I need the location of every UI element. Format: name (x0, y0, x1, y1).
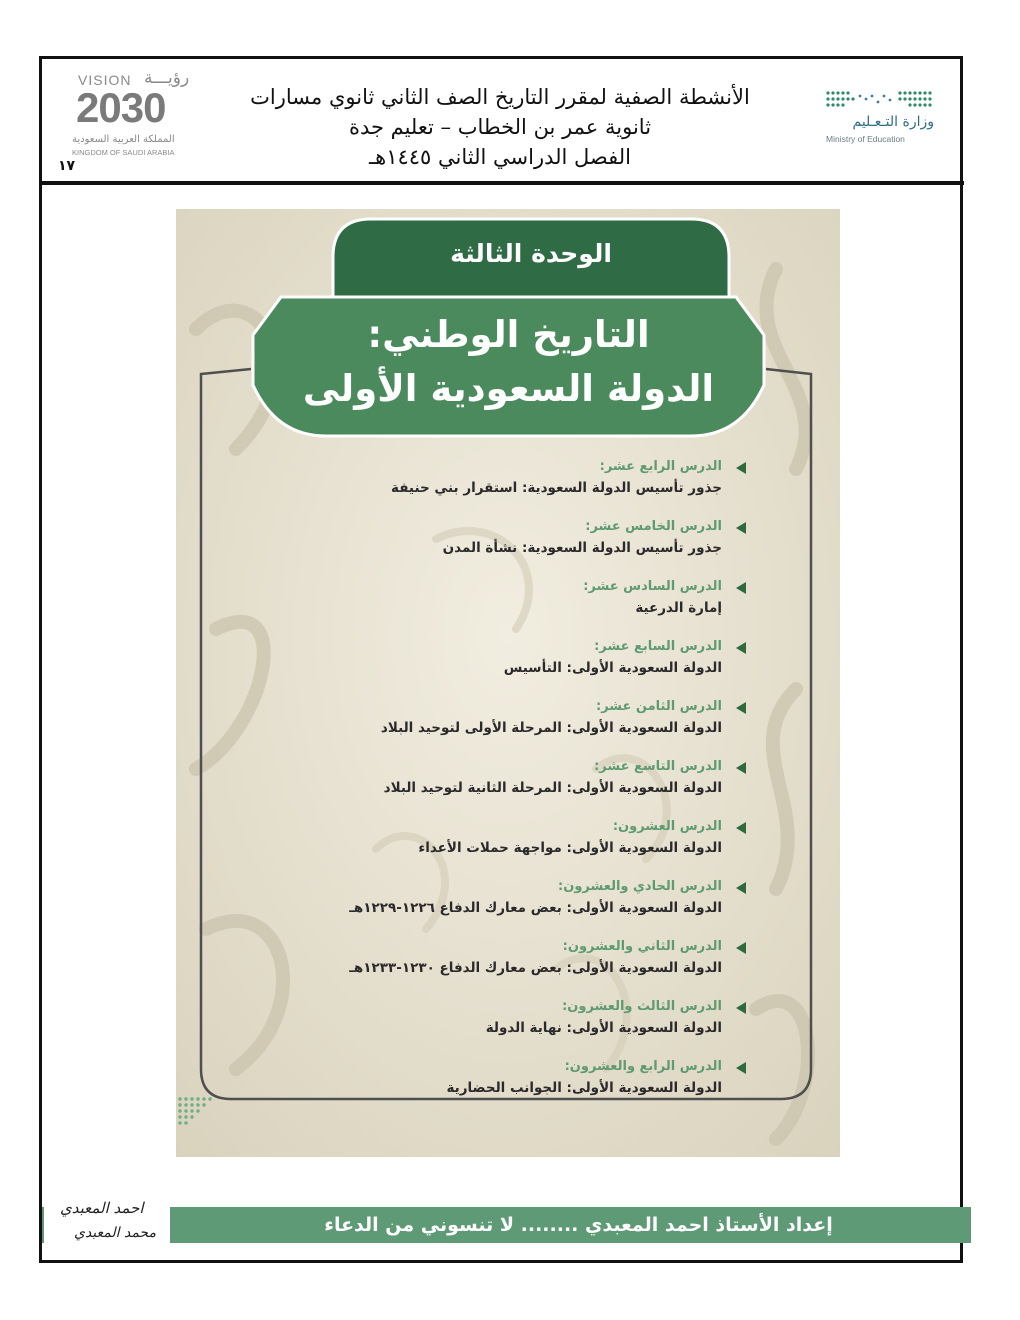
lesson-title: الدرس الثاني والعشرون: (562, 939, 722, 954)
lesson-subtitle: الدولة السعودية الأولى: بعض معارك الدفاع ١٢٣٠-١٢٣٣هـ (349, 960, 722, 976)
header-line-2: ثانوية عمر بن الخطاب – تعليم جدة (348, 115, 652, 139)
lesson-subtitle: الدولة السعودية الأولى: نهاية الدولة (485, 1020, 722, 1036)
play-arrow-icon (736, 762, 746, 774)
lesson-subtitle: الدولة السعودية الأولى: بعض معارك الدفاع ١٢٢٦-١٢٢٩هـ (349, 900, 722, 916)
lesson-title: الدرس التاسع عشر: (594, 759, 722, 774)
play-arrow-icon (736, 582, 746, 594)
vision-2030-logo (72, 70, 198, 174)
signature-line-2: محمد المعبدي (74, 1225, 156, 1241)
vision-kingdom-arabic: المملكة العربية السعودية (72, 134, 175, 145)
lesson-title: الدرس العشرون: (612, 819, 722, 834)
unit-title-line-1: التاريخ الوطني: (367, 313, 650, 356)
lesson-subtitle: جذور تأسيس الدولة السعودية: نشأة المدن (442, 540, 722, 556)
lesson-subtitle: الدولة السعودية الأولى: التأسيس (503, 660, 722, 676)
footer-credit: إعداد الأستاذ احمد المعبدي ........ لا تنسوني من الدعاء (324, 1214, 833, 1236)
lesson-title: الدرس السابع عشر: (594, 639, 722, 654)
vision-arabic-word: رؤيـــة (144, 68, 190, 88)
unit-title-line-2: الدولة السعودية الأولى (302, 367, 715, 410)
play-arrow-icon (736, 882, 746, 894)
lesson-subtitle: جذور تأسيس الدولة السعودية: استقرار بني حنيفة (391, 480, 722, 496)
lesson-title: الدرس الرابع عشر: (599, 459, 722, 474)
play-arrow-icon (736, 822, 746, 834)
lesson-title: الدرس السادس عشر: (583, 579, 722, 594)
header-line-3: الفصل الدراسي الثاني ١٤٤٥هـ (368, 145, 631, 169)
play-arrow-icon (736, 942, 746, 954)
unit-label: الوحدة الثالثة (450, 239, 612, 268)
play-arrow-icon (736, 1062, 746, 1074)
lesson-subtitle: إمارة الدرعية (635, 600, 722, 616)
header-line-1: الأنشطة الصفية لمقرر التاريخ الصف الثاني ثانوي مسارات (250, 85, 750, 109)
page-header (240, 82, 760, 172)
play-arrow-icon (736, 462, 746, 474)
lesson-subtitle: الدولة السعودية الأولى: الجوانب الحضارية (446, 1080, 722, 1096)
header-divider (42, 181, 964, 185)
lesson-subtitle: الدولة السعودية الأولى: المرحلة الثانية لتوحيد البلاد (383, 780, 722, 796)
lesson-title: الدرس الخامس عشر: (585, 519, 722, 534)
lesson-title: الدرس الثالث والعشرون: (562, 999, 722, 1014)
signature-line-1: احمد المعبدي (60, 1199, 144, 1217)
lesson-title: الدرس الثامن عشر: (596, 699, 722, 714)
decorative-dots-icon (176, 1093, 222, 1133)
play-arrow-icon (736, 702, 746, 714)
vision-year: 2030 (76, 84, 166, 131)
ministry-arabic-name: وزارة التـعـليم (852, 114, 934, 130)
lesson-title: الدرس الحادي والعشرون: (558, 879, 722, 894)
vision-kingdom-english: KINGDOM OF SAUDI ARABIA (72, 148, 175, 157)
ministry-english-name: Ministry of Education (826, 134, 905, 144)
lesson-subtitle: الدولة السعودية الأولى: المرحلة الأولى لتوحيد البلاد (380, 720, 722, 736)
lesson-subtitle: الدولة السعودية الأولى: مواجهة حملات الأعداء (418, 840, 722, 856)
play-arrow-icon (736, 642, 746, 654)
unit-cover-image (176, 209, 840, 1157)
vision-word: VISION (78, 72, 132, 88)
ministry-dots-icon (824, 88, 936, 112)
play-arrow-icon (736, 1002, 746, 1014)
lesson-title: الدرس الرابع والعشرون: (564, 1059, 722, 1074)
page-number: ١٧ (58, 158, 76, 174)
ministry-of-education-logo (822, 88, 938, 148)
play-arrow-icon (736, 522, 746, 534)
